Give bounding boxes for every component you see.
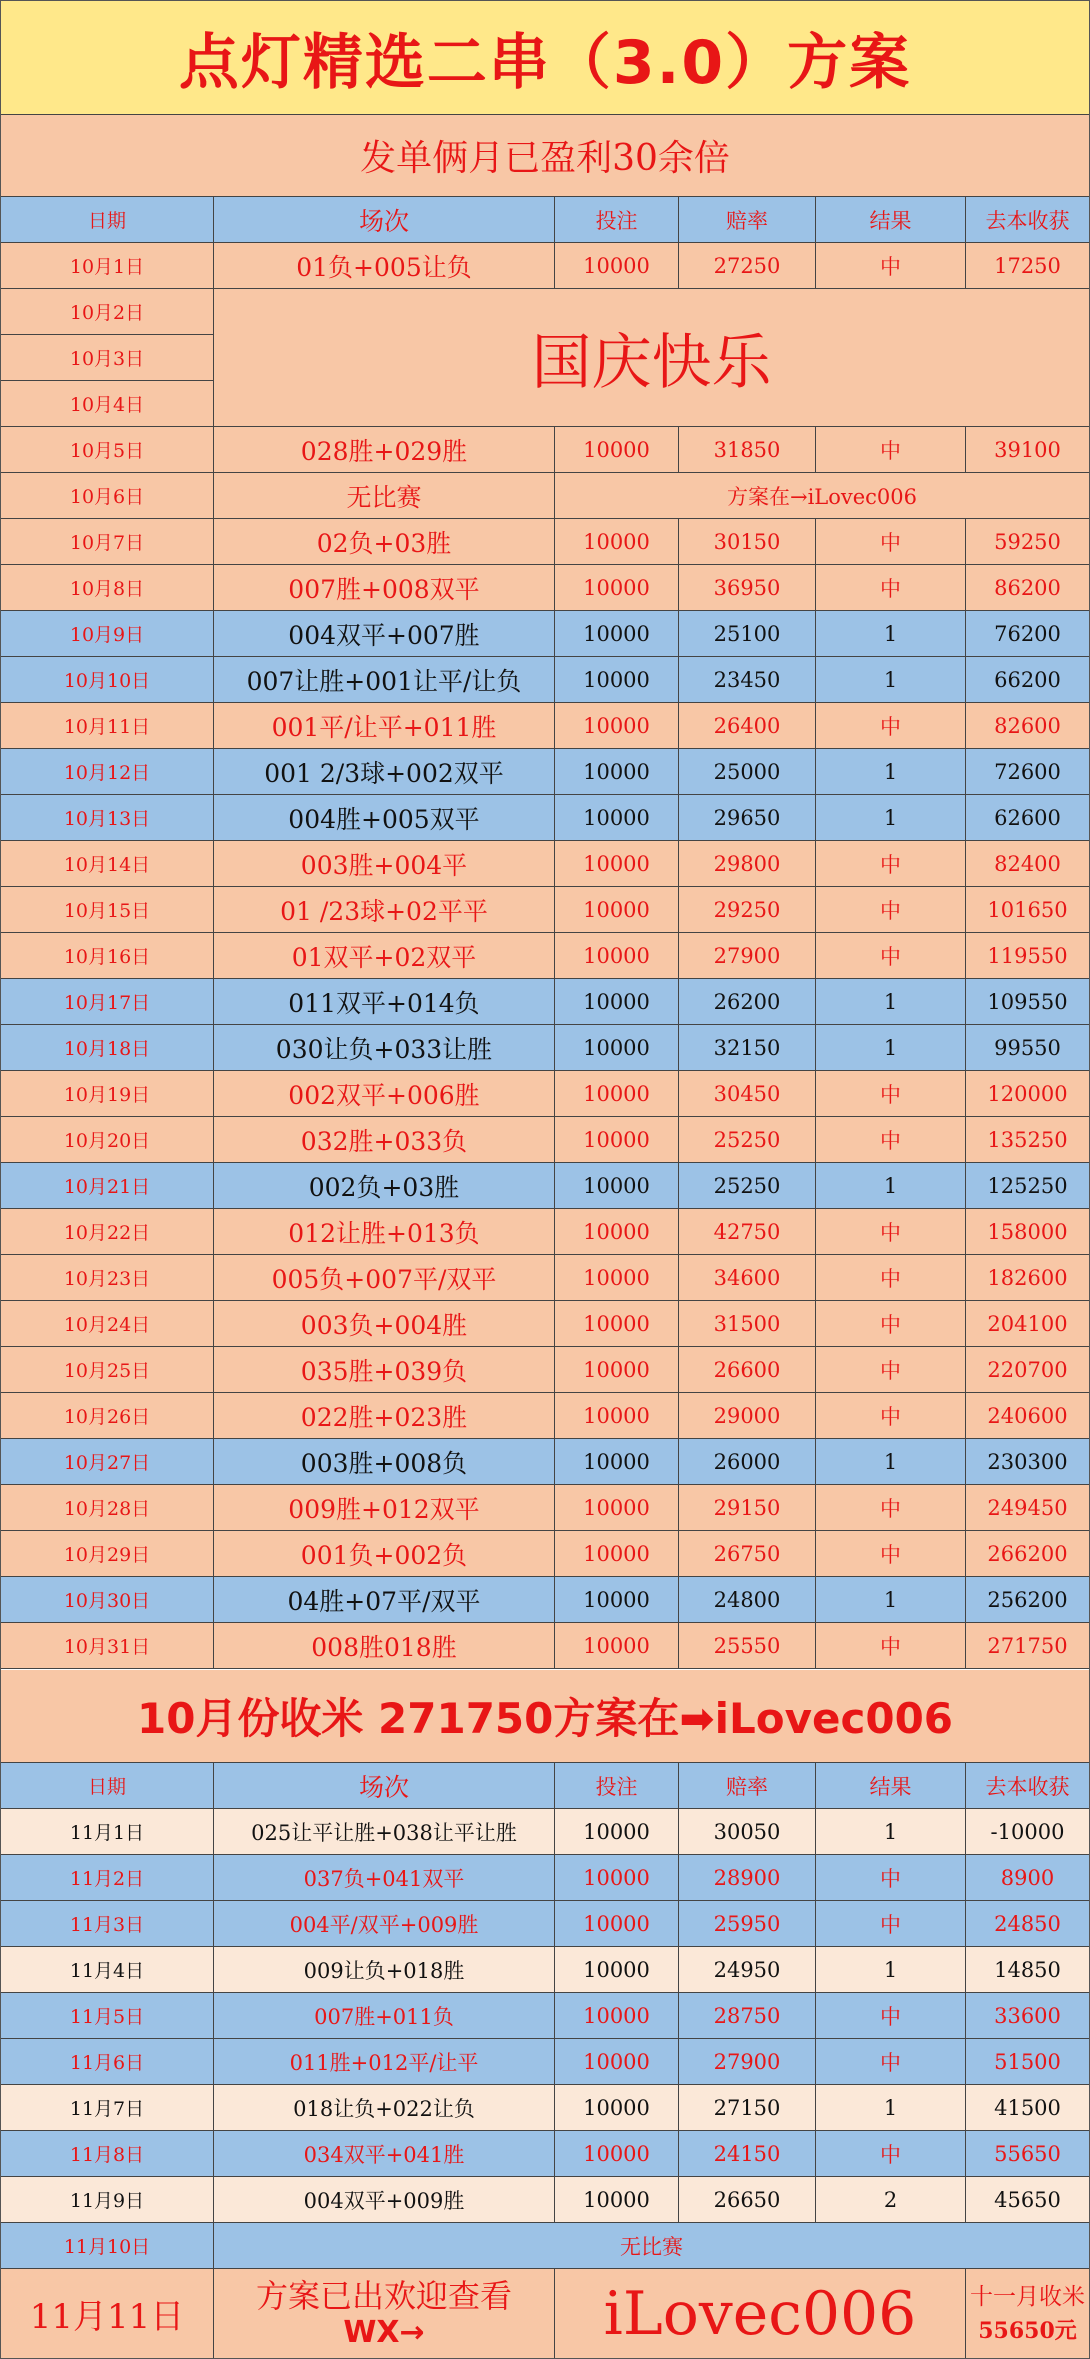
row-match: 012让胜+013负 [214, 1209, 555, 1254]
table-row [1, 2085, 1089, 2131]
row-odds: 36950 [679, 565, 816, 610]
row-bet: 10000 [555, 519, 679, 564]
row-odds: 32150 [679, 1025, 816, 1070]
row-match: 04胜+07平/双平 [214, 1577, 555, 1622]
row-bet: 10000 [555, 1347, 679, 1392]
row-result: 中 [816, 427, 966, 472]
row-date: 10月8日 [1, 565, 214, 610]
row-result: 1 [816, 1947, 966, 1992]
row-profit: 230300 [987, 1449, 1068, 1474]
page-title: 点灯精选二串（3.0）方案 [178, 27, 912, 98]
row-profit: 249450 [987, 1495, 1068, 1520]
row-result: 中 [816, 1209, 966, 1254]
header-profit: 去本收获 [985, 1774, 1070, 1799]
title-banner [1, 1, 1089, 115]
row-result: 1 [816, 795, 966, 840]
table-row [1, 1255, 1089, 1301]
row-match: 002双平+006胜 [214, 1071, 555, 1116]
table-row [1, 841, 1089, 887]
table-row [1, 1117, 1089, 1163]
table-row [1, 1577, 1089, 1623]
row-bet: 10000 [555, 565, 679, 610]
row-profit: 45650 [994, 2187, 1061, 2212]
row-result: 中 [816, 1855, 966, 1900]
row-match: 030让负+033让胜 [214, 1025, 555, 1070]
row-date: 10月14日 [1, 841, 214, 886]
row-match: 01双平+02双平 [214, 933, 555, 978]
row-odds: 28900 [679, 1855, 816, 1900]
row-profit: 135250 [987, 1127, 1068, 1152]
row-match: 004双平+009胜 [214, 2177, 555, 2222]
row-match: 005负+007平/双平 [214, 1255, 555, 1300]
row-result: 中 [816, 1393, 966, 1438]
row-date: 10月1日 [1, 243, 214, 288]
holiday-date: 10月4日 [1, 381, 214, 426]
table-row [1, 657, 1089, 703]
november-no-match-row [1, 2223, 1089, 2269]
row-bet: 10000 [555, 2131, 679, 2176]
row-result: 1 [816, 657, 966, 702]
november-table-header [1, 1763, 1089, 1809]
row-result: 中 [816, 1531, 966, 1576]
row-date: 11月1日 [1, 1809, 214, 1854]
row-bet: 10000 [555, 749, 679, 794]
header-match: 场次 [214, 197, 555, 242]
row-bet: 10000 [555, 841, 679, 886]
row-profit: 256200 [987, 1587, 1068, 1612]
row-match: 01 /23球+02平平 [214, 887, 555, 932]
row-result: 中 [816, 1071, 966, 1116]
table-row [1, 1623, 1089, 1669]
row-odds: 42750 [679, 1209, 816, 1254]
row-bet: 10000 [555, 703, 679, 748]
row-odds: 25250 [679, 1163, 816, 1208]
row-profit: 182600 [987, 1265, 1068, 1290]
row-bet: 10000 [555, 933, 679, 978]
row-date: 10月10日 [1, 657, 214, 702]
footer-date: 11月11日 [1, 2269, 214, 2358]
row-date: 11月9日 [1, 2177, 214, 2222]
row-odds: 24950 [679, 1947, 816, 1992]
row-result: 1 [816, 1163, 966, 1208]
row-profit: 66200 [994, 667, 1061, 692]
row-match: 003胜+008负 [214, 1439, 555, 1484]
row-match: 001负+002负 [214, 1531, 555, 1576]
row-result: 中 [816, 565, 966, 610]
holiday-date: 10月3日 [1, 335, 214, 380]
row-odds: 27900 [679, 933, 816, 978]
header-match: 场次 [214, 1763, 555, 1808]
table-row [1, 979, 1089, 1025]
row-odds: 26650 [679, 2177, 816, 2222]
row-bet: 10000 [555, 1531, 679, 1576]
row-result: 中 [816, 1901, 966, 1946]
table-row [1, 611, 1089, 657]
row-profit: -10000 [990, 1819, 1065, 1844]
row-match: 035胜+039负 [214, 1347, 555, 1392]
table-row [1, 427, 1089, 473]
row-match: 008胜018胜 [214, 1623, 555, 1668]
row-date: 10月19日 [1, 1071, 214, 1116]
october-no-match-row [1, 473, 1089, 519]
row-date: 10月9日 [1, 611, 214, 656]
row-odds: 26750 [679, 1531, 816, 1576]
row-date: 10月18日 [1, 1025, 214, 1070]
row-date: 11月3日 [1, 1901, 214, 1946]
table-row [1, 2039, 1089, 2085]
row-profit: 120000 [987, 1081, 1068, 1106]
row-profit: 119550 [987, 943, 1068, 968]
row-date: 10月31日 [1, 1623, 214, 1668]
row-match: 037负+041双平 [214, 1855, 555, 1900]
row-bet: 10000 [555, 2177, 679, 2222]
row-odds: 31850 [679, 427, 816, 472]
row-result: 1 [816, 611, 966, 656]
row-odds: 30050 [679, 1809, 816, 1854]
row-profit: 59250 [994, 529, 1061, 554]
header-odds: 赔率 [679, 197, 816, 242]
table-row [1, 1947, 1089, 1993]
row-date: 10月25日 [1, 1347, 214, 1392]
table-row [1, 1993, 1089, 2039]
row-profit: 266200 [987, 1541, 1068, 1566]
row-odds: 25000 [679, 749, 816, 794]
row-odds: 29250 [679, 887, 816, 932]
row-result: 1 [816, 1025, 966, 1070]
row-profit: 99550 [994, 1035, 1061, 1060]
row-profit: 82400 [994, 851, 1061, 876]
table-row [1, 1301, 1089, 1347]
row-odds: 27150 [679, 2085, 816, 2130]
month-total-value: 55650元 [978, 2317, 1077, 2344]
row-odds: 26000 [679, 1439, 816, 1484]
header-bet: 投注 [555, 1763, 679, 1808]
row-bet: 10000 [555, 979, 679, 1024]
row-match: 001 2/3球+002双平 [214, 749, 555, 794]
row-odds: 27250 [679, 243, 816, 288]
row-odds: 30150 [679, 519, 816, 564]
row-result: 中 [816, 519, 966, 564]
footer-handle: iLovec006 [555, 2269, 966, 2358]
table-row [1, 749, 1089, 795]
row-profit: 55650 [994, 2141, 1061, 2166]
row-match: 028胜+029胜 [214, 427, 555, 472]
row-date: 11月8日 [1, 2131, 214, 2176]
table-row [1, 887, 1089, 933]
row-result: 中 [816, 1301, 966, 1346]
row-date: 11月4日 [1, 1947, 214, 1992]
table-row [1, 519, 1089, 565]
row-result: 中 [816, 1117, 966, 1162]
row-profit: 86200 [994, 575, 1061, 600]
table-row [1, 565, 1089, 611]
row-bet: 10000 [555, 887, 679, 932]
no-match-date: 11月10日 [1, 2223, 214, 2268]
footer-cta-line1: 方案已出欢迎查看 [255, 2276, 512, 2315]
row-bet: 10000 [555, 1071, 679, 1116]
row-bet: 10000 [555, 1947, 679, 1992]
row-odds: 26200 [679, 979, 816, 1024]
footer-cta [214, 2269, 555, 2358]
row-match: 004胜+005双平 [214, 795, 555, 840]
row-profit: 39100 [994, 437, 1061, 462]
row-match: 007让胜+001让平/让负 [214, 657, 555, 702]
row-bet: 10000 [555, 2039, 679, 2084]
row-profit: 17250 [994, 253, 1061, 278]
month-total-label: 十一月收米 [970, 2283, 1085, 2310]
row-date: 10月23日 [1, 1255, 214, 1300]
holiday-banner: 国庆快乐 [214, 289, 1089, 427]
row-profit: 24850 [994, 1911, 1061, 1936]
row-result: 1 [816, 749, 966, 794]
table-row [1, 933, 1089, 979]
row-date: 10月24日 [1, 1301, 214, 1346]
row-odds: 24800 [679, 1577, 816, 1622]
row-match: 007胜+008双平 [214, 565, 555, 610]
row-bet: 10000 [555, 243, 679, 288]
row-match: 002负+03胜 [214, 1163, 555, 1208]
row-odds: 25100 [679, 611, 816, 656]
row-result: 中 [816, 1993, 966, 2038]
row-odds: 34600 [679, 1255, 816, 1300]
row-bet: 10000 [555, 1993, 679, 2038]
row-bet: 10000 [555, 1393, 679, 1438]
row-bet: 10000 [555, 1901, 679, 1946]
row-date: 10月17日 [1, 979, 214, 1024]
row-match: 032胜+033负 [214, 1117, 555, 1162]
row-odds: 29650 [679, 795, 816, 840]
row-date: 10月7日 [1, 519, 214, 564]
no-match-note: 方案在→iLovec006 [726, 484, 918, 509]
row-bet: 10000 [555, 611, 679, 656]
row-result: 中 [816, 1255, 966, 1300]
row-profit: 72600 [994, 759, 1061, 784]
row-date: 11月6日 [1, 2039, 214, 2084]
row-profit: 51500 [994, 2049, 1061, 2074]
row-profit: 62600 [994, 805, 1061, 830]
row-date: 10月22日 [1, 1209, 214, 1254]
header-profit: 去本收获 [985, 208, 1070, 233]
row-date: 10月28日 [1, 1485, 214, 1530]
row-date: 10月26日 [1, 1393, 214, 1438]
row-result: 中 [816, 1623, 966, 1668]
no-match-date: 10月6日 [1, 473, 214, 518]
table-row [1, 1071, 1089, 1117]
row-bet: 10000 [555, 1577, 679, 1622]
row-profit: 125250 [987, 1173, 1068, 1198]
header-date: 日期 [1, 1763, 214, 1808]
row-match: 003负+004胜 [214, 1301, 555, 1346]
row-match: 011胜+012平/让平 [214, 2039, 555, 2084]
header-bet: 投注 [555, 197, 679, 242]
row-profit: 8900 [1000, 1865, 1055, 1890]
row-profit: 33600 [994, 2003, 1061, 2028]
row-match: 025让平让胜+038让平让胜 [214, 1809, 555, 1854]
holiday-date-row [1, 381, 214, 427]
row-result: 中 [816, 243, 966, 288]
table-row [1, 1163, 1089, 1209]
footer-month-total [966, 2269, 1089, 2358]
row-match: 022胜+023胜 [214, 1393, 555, 1438]
row-result: 中 [816, 887, 966, 932]
row-date: 10月30日 [1, 1577, 214, 1622]
row-match: 004双平+007胜 [214, 611, 555, 656]
row-match: 018让负+022让负 [214, 2085, 555, 2130]
row-date: 10月13日 [1, 795, 214, 840]
row-result: 1 [816, 979, 966, 1024]
row-bet: 10000 [555, 657, 679, 702]
row-odds: 29150 [679, 1485, 816, 1530]
table-row [1, 243, 1089, 289]
row-date: 11月5日 [1, 1993, 214, 2038]
row-bet: 10000 [555, 427, 679, 472]
row-match: 009胜+012双平 [214, 1485, 555, 1530]
table-row [1, 795, 1089, 841]
row-profit: 101650 [987, 897, 1068, 922]
row-odds: 28750 [679, 1993, 816, 2038]
row-odds: 24150 [679, 2131, 816, 2176]
row-bet: 10000 [555, 795, 679, 840]
table-row [1, 2131, 1089, 2177]
row-result: 中 [816, 2131, 966, 2176]
row-result: 中 [816, 841, 966, 886]
october-summary-text: 10月份收米 271750方案在➡iLovec006 [136, 1694, 954, 1743]
header-date: 日期 [1, 197, 214, 242]
table-row [1, 1209, 1089, 1255]
row-date: 11月7日 [1, 2085, 214, 2130]
table-row [1, 1809, 1089, 1855]
row-match: 02负+03胜 [214, 519, 555, 564]
row-match: 004平/双平+009胜 [214, 1901, 555, 1946]
row-result: 中 [816, 1485, 966, 1530]
october-table-header [1, 197, 1089, 243]
row-result: 中 [816, 933, 966, 978]
row-bet: 10000 [555, 1485, 679, 1530]
header-result: 结果 [816, 1763, 966, 1808]
page-subtitle: 发单俩月已盈利30余倍 [360, 138, 730, 179]
row-match: 011双平+014负 [214, 979, 555, 1024]
row-profit: 220700 [987, 1357, 1068, 1382]
row-match: 001平/让平+011胜 [214, 703, 555, 748]
row-result: 中 [816, 703, 966, 748]
subtitle-banner [1, 115, 1089, 197]
row-odds: 29800 [679, 841, 816, 886]
table-row [1, 1347, 1089, 1393]
row-bet: 10000 [555, 1117, 679, 1162]
row-profit: 271750 [987, 1633, 1068, 1658]
row-match: 007胜+011负 [214, 1993, 555, 2038]
table-row [1, 1393, 1089, 1439]
table-row [1, 1025, 1089, 1071]
row-match: 003胜+004平 [214, 841, 555, 886]
row-result: 中 [816, 2039, 966, 2084]
footer-cta-line2: WX→ [343, 2314, 425, 2350]
row-date: 10月20日 [1, 1117, 214, 1162]
row-result: 1 [816, 1577, 966, 1622]
row-result: 1 [816, 1809, 966, 1854]
row-odds: 25950 [679, 1901, 816, 1946]
table-row [1, 2177, 1089, 2223]
row-bet: 10000 [555, 1163, 679, 1208]
row-profit: 41500 [994, 2095, 1061, 2120]
row-match: 01负+005让负 [214, 243, 555, 288]
row-bet: 10000 [555, 2085, 679, 2130]
row-date: 10月29日 [1, 1531, 214, 1576]
row-odds: 27900 [679, 2039, 816, 2084]
holiday-date: 10月2日 [1, 289, 214, 334]
row-match: 009让负+018胜 [214, 1947, 555, 1992]
row-bet: 10000 [555, 1809, 679, 1854]
october-summary [1, 1670, 1089, 1763]
row-odds: 26400 [679, 703, 816, 748]
row-match: 034双平+041胜 [214, 2131, 555, 2176]
footer-row [1, 2269, 1089, 2358]
row-bet: 10000 [555, 1209, 679, 1254]
holiday-date-row [1, 335, 214, 381]
row-odds: 25250 [679, 1117, 816, 1162]
row-odds: 25550 [679, 1623, 816, 1668]
row-bet: 10000 [555, 1623, 679, 1668]
row-date: 10月16日 [1, 933, 214, 978]
holiday-date-row [1, 289, 214, 335]
table-row [1, 1439, 1089, 1485]
row-date: 10月5日 [1, 427, 214, 472]
row-result: 中 [816, 1347, 966, 1392]
row-bet: 10000 [555, 1439, 679, 1484]
row-date: 10月15日 [1, 887, 214, 932]
row-odds: 30450 [679, 1071, 816, 1116]
row-date: 10月27日 [1, 1439, 214, 1484]
header-odds: 赔率 [679, 1763, 816, 1808]
table-row [1, 1855, 1089, 1901]
row-date: 10月21日 [1, 1163, 214, 1208]
row-profit: 76200 [994, 621, 1061, 646]
row-bet: 10000 [555, 1855, 679, 1900]
row-profit: 82600 [994, 713, 1061, 738]
header-result: 结果 [816, 197, 966, 242]
row-odds: 23450 [679, 657, 816, 702]
row-result: 1 [816, 1439, 966, 1484]
row-profit: 109550 [987, 989, 1068, 1014]
table-row [1, 1485, 1089, 1531]
table-row [1, 1901, 1089, 1947]
row-profit: 14850 [994, 1957, 1061, 1982]
table-row [1, 1531, 1089, 1577]
row-profit: 240600 [987, 1403, 1068, 1428]
row-odds: 26600 [679, 1347, 816, 1392]
no-match-label: 无比赛 [620, 2234, 683, 2259]
row-date: 10月11日 [1, 703, 214, 748]
row-date: 11月2日 [1, 1855, 214, 1900]
row-profit: 204100 [987, 1311, 1068, 1336]
row-bet: 10000 [555, 1025, 679, 1070]
row-bet: 10000 [555, 1301, 679, 1346]
row-odds: 31500 [679, 1301, 816, 1346]
row-odds: 29000 [679, 1393, 816, 1438]
no-match-label: 无比赛 [214, 473, 555, 518]
row-profit: 158000 [987, 1219, 1068, 1244]
row-bet: 10000 [555, 1255, 679, 1300]
row-result: 2 [816, 2177, 966, 2222]
row-result: 1 [816, 2085, 966, 2130]
row-date: 10月12日 [1, 749, 214, 794]
table-row [1, 703, 1089, 749]
